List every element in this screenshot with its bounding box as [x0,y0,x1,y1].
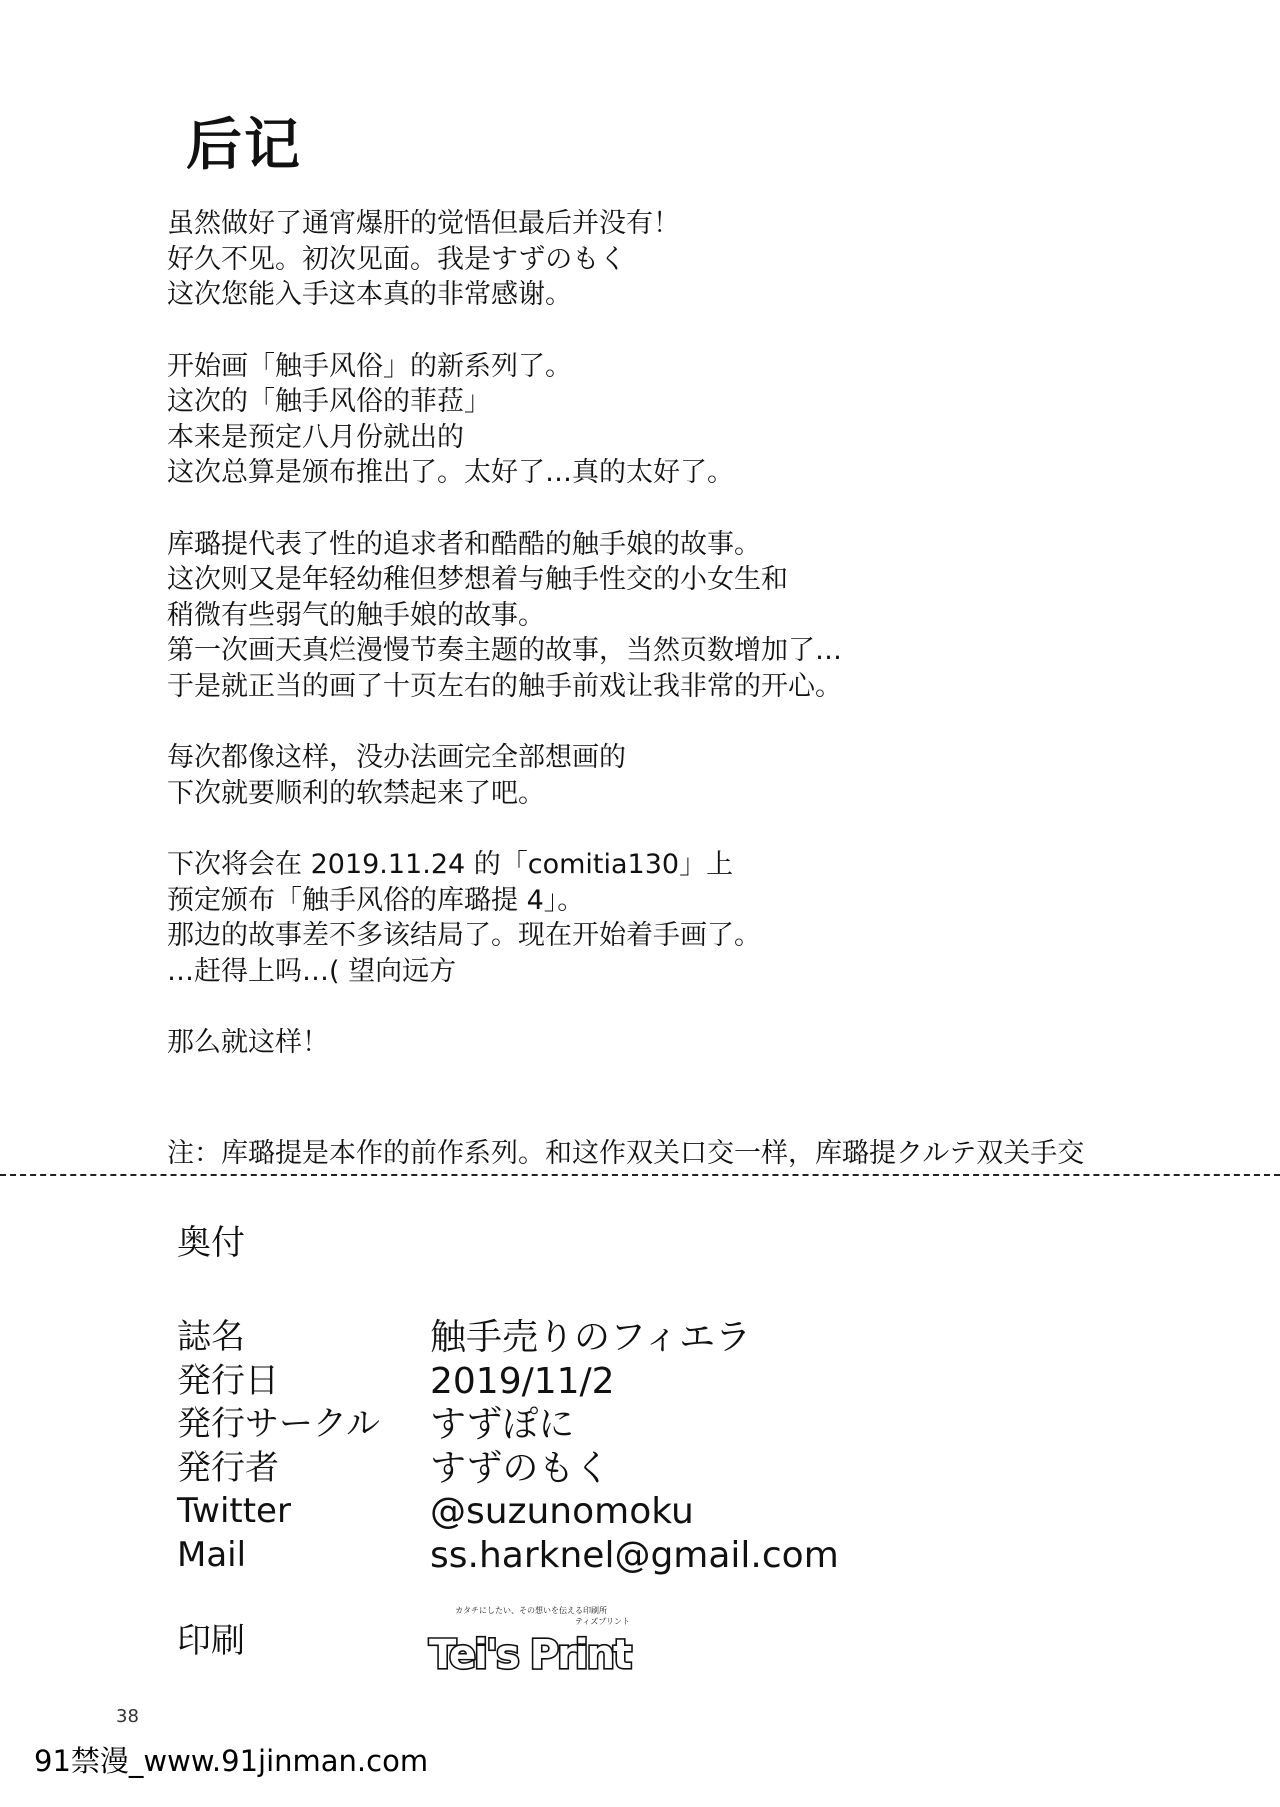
afterword-line: 于是就正当的画了十页左右的触手前戏让我非常的开心。 [167,670,842,702]
colophon-value: ss.harknel@gmail.com [430,1534,839,1576]
translator-note: 注：库璐提是本作的前作系列。和这作双关口交一样，库璐提クルテ双关手交 [167,1138,1085,1169]
colophon-value: 触手売りのフィエラ [430,1317,752,1358]
afterword-line: 那么就这样！ [167,1027,329,1058]
afterword-paragraph [167,206,1227,313]
page-number: 38 [116,1706,139,1727]
afterword-line: 下次就要顺利的软禁起来了吧。 [167,777,545,809]
afterword-line: 下次将会在 2019.11.24 的「comitia130」上 [167,849,734,880]
colophon-value: すずぽに [430,1404,575,1445]
afterword-line: 预定颁布「触手风俗的库璐提 4」。 [167,884,585,916]
colophon-value: @suzunomoku [430,1491,694,1532]
dashed-divider [0,1174,1280,1176]
afterword-paragraph [167,740,1227,811]
afterword-line: 开始画「触手风俗」的新系列了。 [167,350,572,382]
afterword-body [167,206,1227,1097]
afterword-line: 好久不见。初次见面。我是すずのもく [167,243,627,275]
afterword-line: 这次的「触手风俗的菲菈」 [167,386,491,417]
colophon-row-printer [177,1602,777,1682]
afterword-line: 这次您能入手这本真的非常感谢。 [167,279,572,310]
afterword-paragraph [167,527,1227,705]
afterword-line: 虽然做好了通宵爆肝的觉悟但最后并没有！ [167,208,680,239]
colophon-label: 発行者 [177,1447,279,1488]
afterword-line: 那边的故事差不多该结局了。现在开始着手画了。 [167,920,761,951]
colophon-label: 発行サークル [177,1404,380,1444]
afterword-line: 第一次画天真烂漫慢节奏主题的故事，当然页数增加了… [167,635,842,666]
colophon-value: すずのもく [430,1447,611,1489]
afterword-line: 本来是预定八月份就出的 [167,421,464,453]
colophon-title: 奥付 [177,1223,245,1263]
afterword-line: 这次则又是年轻幼稚但梦想着与触手性交的小女生和 [167,564,788,595]
logo-name: Tei's Print [429,1632,631,1678]
colophon-label: Twitter [177,1491,291,1531]
colophon-label: Mail [177,1534,247,1575]
afterword-line: 每次都像这样，没办法画完全部想画的 [167,742,626,773]
teis-print-logo [425,1602,645,1682]
afterword-line: 稍微有些弱气的触手娘的故事。 [167,599,545,631]
afterword-line: 这次总算是颁布推出了。太好了…真的太好了。 [167,457,734,488]
afterword-paragraph [167,847,1227,989]
afterword-line: 库璐提代表了性的追求者和酷酷的触手娘的故事。 [167,528,761,560]
logo-tagline: カタチにしたい、その想いを伝える印刷所 [455,1606,607,1615]
watermark-text: 91禁漫_www.91jinman.com [34,1744,429,1778]
colophon-label: 印刷 [177,1621,245,1661]
afterword-line: …赶得上吗…( 望向远方 [167,955,457,987]
colophon-label: 発行日 [177,1360,279,1401]
afterword-paragraph [167,349,1227,491]
afterword-title: 后记 [186,113,302,178]
logo-kana: ティズプリント [575,1617,631,1626]
colophon-value: 2019/11/2 [430,1360,615,1402]
afterword-paragraph [167,1025,1227,1061]
colophon-label: 誌名 [177,1317,245,1357]
site-watermark [34,1741,430,1781]
